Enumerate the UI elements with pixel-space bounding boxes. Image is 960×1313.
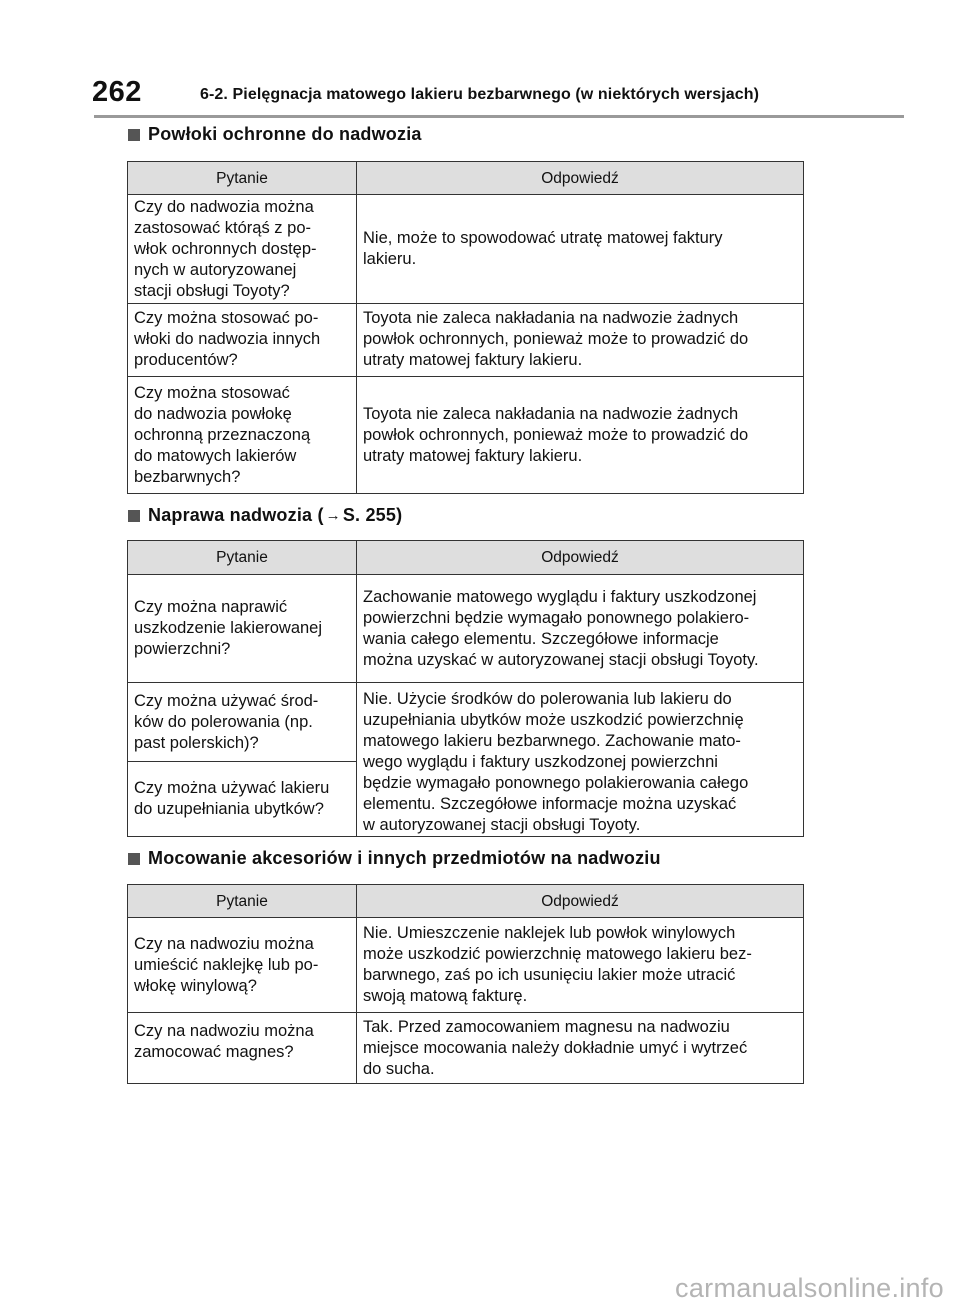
watermark: carmanualsonline.info xyxy=(675,1273,944,1303)
answer-cell: Nie, może to spowodować utratę matowej faktury lakieru. xyxy=(357,195,804,304)
table-row xyxy=(128,918,804,1013)
answer-cell: Nie. Użycie środków do polerowania lub lakieru do uzupełniania ubytków może uszkodzić powierzchnię matowego lakieru bezbarwnego. Zachowanie mato- wego wyglądu i faktury uszkodzonej powierzchni będzie wymagało ponownego polakierowania całego elementu. Szczegółowe informacje można uzyskać w autoryzowanej stacji obsługi Toyoty. xyxy=(357,683,804,837)
table-row xyxy=(128,304,804,377)
question-cell: Czy można naprawić uszkodzenie lakierowanej powierzchni? xyxy=(128,575,357,683)
arrow-right-icon: → xyxy=(325,507,341,524)
section-title-text: Naprawa nadwozia ( xyxy=(148,505,324,525)
column-header-question: Pytanie xyxy=(128,162,357,195)
square-bullet-icon xyxy=(128,853,140,865)
column-header-answer: Odpowiedź xyxy=(357,541,804,575)
header-rule xyxy=(94,115,904,118)
column-header-answer: Odpowiedź xyxy=(357,885,804,918)
table-row xyxy=(128,377,804,494)
question-cell: Czy można używać lakieru do uzupełniania ubytków? xyxy=(128,762,357,837)
question-cell: Czy można używać środ- ków do polerowania (np. past polerskich)? xyxy=(128,683,357,762)
answer-cell: Zachowanie matowego wyglądu i faktury uszkodzonej powierzchni będzie wymagało ponownego polakiero- wania całego elementu. Szczegółowe informacje można uzyskać w autoryzowanej stacji obsługi Toyoty. xyxy=(357,575,804,683)
square-bullet-icon xyxy=(128,510,140,522)
answer-cell: Nie. Umieszczenie naklejek lub powłok winylowych może uszkodzić powierzchnię matowego lakieru bez- barwnego, zaś po ich usunięciu lakier może utracić swoją matową fakturę. xyxy=(357,918,804,1013)
section-title-body-repair xyxy=(127,505,402,526)
column-header-question: Pytanie xyxy=(128,541,357,575)
running-title: 6-2. Pielęgnacja matowego lakieru bezbarwnego (w niektórych wersjach) xyxy=(200,86,760,103)
question-cell: Czy można stosować do nadwozia powłokę ochronną przeznaczoną do matowych lakierów bezbarwnych? xyxy=(128,377,357,494)
section-title-text: Mocowanie akcesoriów i innych przedmiotów na nadwoziu xyxy=(148,848,661,868)
answer-cell: Toyota nie zaleca nakładania na nadwozie żadnych powłok ochronnych, ponieważ może to prowadzić do utraty matowej faktury lakieru. xyxy=(357,377,804,494)
table-row xyxy=(128,195,804,304)
page-number: 262 xyxy=(92,76,142,108)
table-row xyxy=(128,1013,804,1084)
section-title-protective-coatings xyxy=(127,124,422,145)
table-row xyxy=(128,575,804,683)
column-header-answer: Odpowiedź xyxy=(357,162,804,195)
section-title-text: Powłoki ochronne do nadwozia xyxy=(148,124,422,144)
question-cell: Czy można stosować po- włoki do nadwozia innych producentów? xyxy=(128,304,357,377)
table-body-repair xyxy=(127,540,804,837)
question-cell: Czy na nadwoziu można zamocować magnes? xyxy=(128,1013,357,1084)
table-accessories xyxy=(127,884,804,1084)
question-cell: Czy na nadwoziu można umieścić naklejkę lub po- włokę winylową? xyxy=(128,918,357,1013)
section-title-accessories xyxy=(127,848,661,869)
answer-cell: Tak. Przed zamocowaniem magnesu na nadwoziu miejsce mocowania należy dokładnie umyć i wytrzeć do sucha. xyxy=(357,1013,804,1084)
square-bullet-icon xyxy=(128,129,140,141)
answer-cell: Toyota nie zaleca nakładania na nadwozie żadnych powłok ochronnych, ponieważ może to prowadzić do utraty matowej faktury lakieru. xyxy=(357,304,804,377)
question-cell: Czy do nadwozia można zastosować którąś z po- włok ochronnych dostęp- nych w autoryzowanej stacji obsługi Toyoty? xyxy=(128,195,357,304)
table-protective-coatings xyxy=(127,161,804,494)
column-header-question: Pytanie xyxy=(128,885,357,918)
table-row xyxy=(128,683,804,762)
page-reference-link[interactable]: S. 255) xyxy=(342,505,403,525)
